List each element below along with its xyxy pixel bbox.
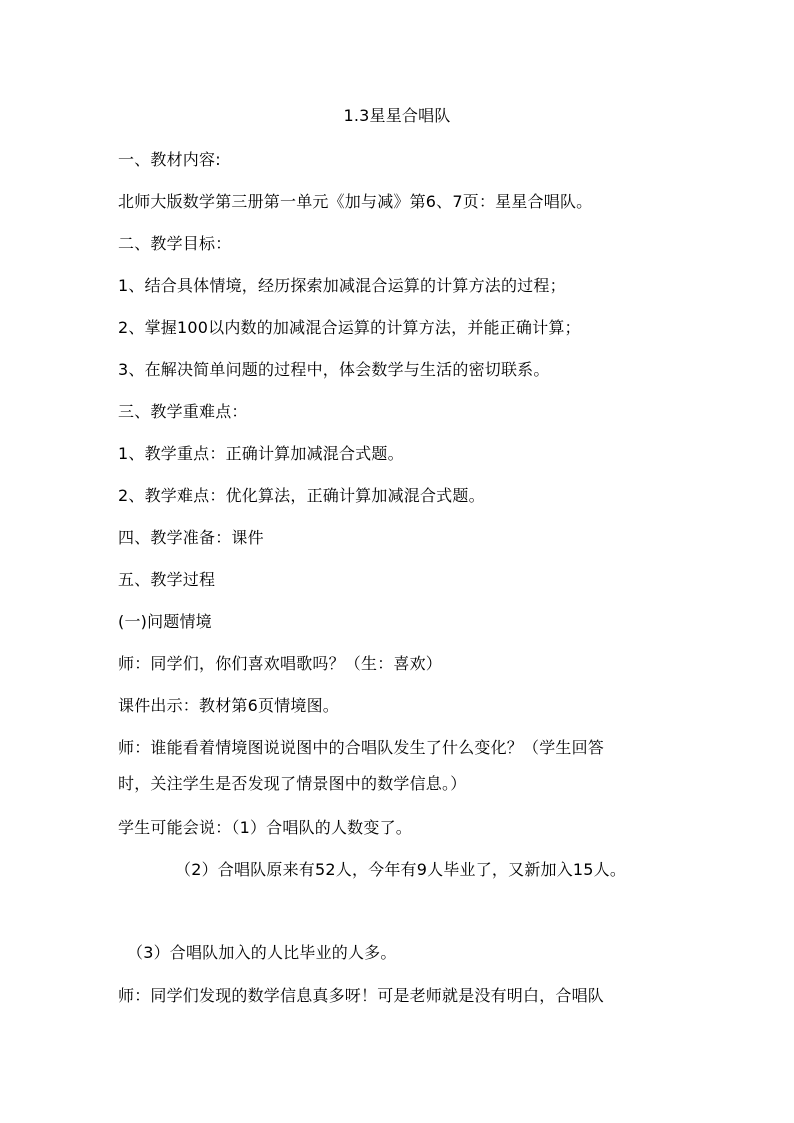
section-heading-process: 五、教学过程 (118, 570, 216, 589)
paragraph: （3）合唱队加入的人比毕业的人多。 (127, 943, 397, 962)
list-item: 1、结合具体情境，经历探索加减混合运算的计算方法的过程； (118, 276, 566, 295)
list-item: 3、在解决简单问题的过程中，体会数学与生活的密切联系。 (118, 360, 550, 379)
subsection-heading: (一)问题情境 (118, 612, 212, 631)
list-item: 2、掌握100以内数的加减混合运算的计算方法，并能正确计算； (118, 318, 581, 337)
paragraph: 师：同学们，你们喜欢唱歌吗？（生：喜欢） (118, 654, 443, 673)
list-item: 2、教学难点：优化算法，正确计算加减混合式题。 (118, 486, 485, 505)
paragraph: 师：同学们发现的数学信息真多呀！可是老师就是没有明白，合唱队 (118, 986, 605, 1005)
list-item: 1、教学重点：正确计算加减混合式题。 (118, 444, 404, 463)
paragraph: （2）合唱队原来有52人，今年有9人毕业了，又新加入15人。 (175, 860, 627, 879)
paragraph: 北师大版数学第三册第一单元《加与减》第6、7页：星星合唱队。 (118, 192, 593, 211)
section-heading-content: 一、教材内容: (118, 150, 221, 169)
section-heading-preparation: 四、教学准备：课件 (118, 528, 264, 547)
paragraph: 学生可能会说：（1）合唱队的人数变了。 (118, 818, 412, 837)
paragraph: 时，关注学生是否发现了情景图中的数学信息。） (118, 774, 467, 793)
section-heading-key-points: 三、教学重难点： (118, 402, 248, 421)
document-title: 1.3星星合唱队 (343, 106, 451, 125)
paragraph: 师：谁能看着情境图说说图中的合唱队发生了什么变化？（学生回答 (118, 738, 605, 757)
paragraph: 课件出示：教材第6页情境图。 (118, 696, 339, 715)
section-heading-goals: 二、教学目标： (118, 234, 232, 253)
